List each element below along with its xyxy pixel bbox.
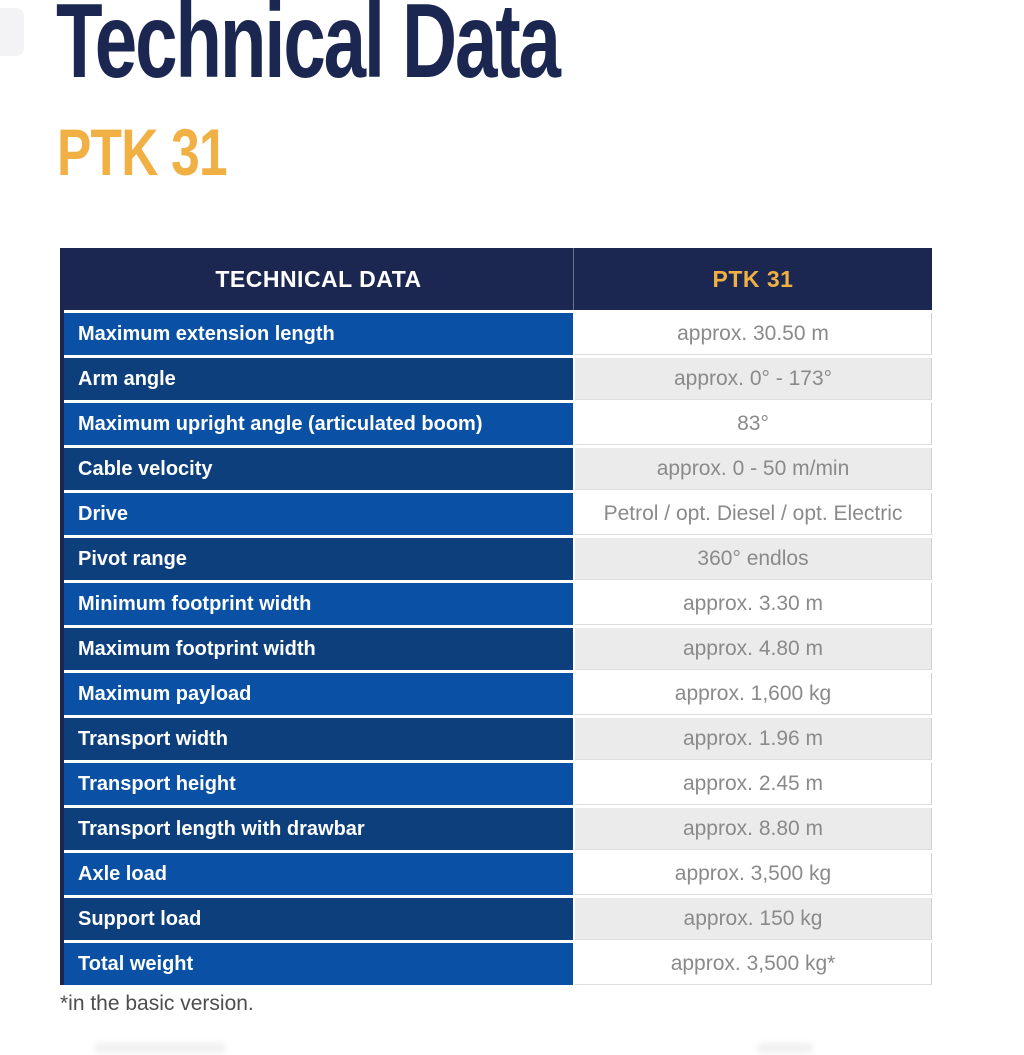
- row-value: approx. 3,500 kg*: [575, 943, 932, 985]
- table-row: [64, 403, 932, 445]
- table-row: [64, 358, 932, 400]
- table-header-model: PTK 31: [573, 248, 932, 310]
- row-label: Transport height: [64, 763, 573, 805]
- row-value: approx. 150 kg: [575, 898, 932, 940]
- footnote: *in the basic version.: [60, 992, 254, 1015]
- row-label: Arm angle: [64, 358, 573, 400]
- row-label: Transport width: [64, 718, 573, 760]
- row-label: Maximum upright angle (articulated boom): [64, 403, 573, 445]
- row-value: approx. 3,500 kg: [575, 853, 932, 895]
- table-header-row: [64, 248, 932, 310]
- table-body: [64, 310, 932, 985]
- table-row: [64, 853, 932, 895]
- table-row: [64, 718, 932, 760]
- row-label: Cable velocity: [64, 448, 573, 490]
- page-edge-artifact: [0, 8, 24, 56]
- row-label: Support load: [64, 898, 573, 940]
- row-value: approx. 1,600 kg: [575, 673, 932, 715]
- row-label: Drive: [64, 493, 573, 535]
- cropped-content-artifact: [95, 1043, 225, 1053]
- row-value: approx. 4.80 m: [575, 628, 932, 670]
- table-row: [64, 448, 932, 490]
- table-row: [64, 808, 932, 850]
- row-label: Total weight: [64, 943, 573, 985]
- table-row: [64, 538, 932, 580]
- table-row: [64, 313, 932, 355]
- row-value: 83°: [575, 403, 932, 445]
- table-row: [64, 943, 932, 985]
- row-label: Maximum footprint width: [64, 628, 573, 670]
- table-row: [64, 583, 932, 625]
- row-value: Petrol / opt. Diesel / opt. Electric: [575, 493, 932, 535]
- row-value: approx. 3.30 m: [575, 583, 932, 625]
- row-value: approx. 8.80 m: [575, 808, 932, 850]
- row-value: approx. 1.96 m: [575, 718, 932, 760]
- row-label: Axle load: [64, 853, 573, 895]
- row-value: approx. 0° - 173°: [575, 358, 932, 400]
- row-value: approx. 30.50 m: [575, 313, 932, 355]
- row-label: Transport length with drawbar: [64, 808, 573, 850]
- table-row: [64, 628, 932, 670]
- row-value: approx. 0 - 50 m/min: [575, 448, 932, 490]
- table-row: [64, 898, 932, 940]
- row-label: Minimum footprint width: [64, 583, 573, 625]
- table-header-label: TECHNICAL DATA: [215, 265, 422, 292]
- row-label: Maximum payload: [64, 673, 573, 715]
- technical-data-table: [60, 248, 932, 985]
- row-label: Maximum extension length: [64, 313, 573, 355]
- page-title: Technical Data: [56, 0, 559, 100]
- cropped-content-artifact: [758, 1043, 813, 1053]
- row-value: approx. 2.45 m: [575, 763, 932, 805]
- row-label: Pivot range: [64, 538, 573, 580]
- table-row: [64, 763, 932, 805]
- table-row: [64, 673, 932, 715]
- row-value: 360° endlos: [575, 538, 932, 580]
- table-row: [64, 493, 932, 535]
- model-subtitle: PTK 31: [57, 115, 227, 189]
